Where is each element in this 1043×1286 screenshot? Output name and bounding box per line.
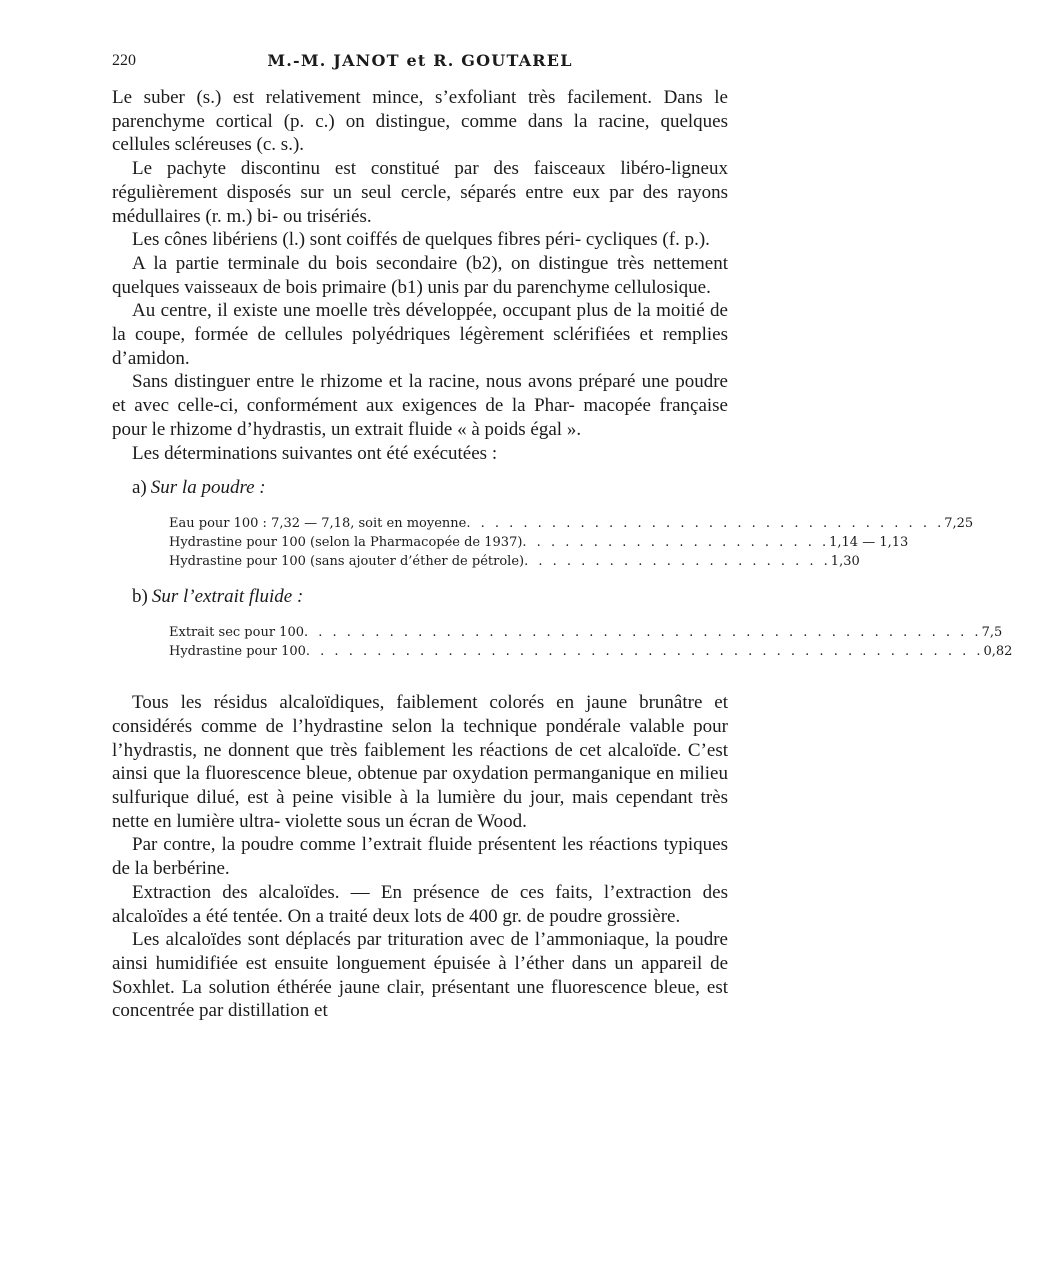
row-value: 1,30 xyxy=(830,554,860,570)
section-marker: b) xyxy=(132,586,148,608)
paragraph: Le pachyte discontinu est constitué par des faisceaux libéro-ligneux régulièrement disposés sur un seul cercle, séparés entre eux par des rayons médullaires (r. m.) bi- ou trisériés. xyxy=(112,158,728,227)
page-header xyxy=(112,52,728,78)
table-row xyxy=(169,552,860,571)
row-label: Eau pour 100 : 7,32 — 7,18, soit en moyenne xyxy=(169,516,467,532)
row-label: Extrait sec pour 100 xyxy=(169,625,304,641)
intro-text xyxy=(112,86,728,465)
table-row xyxy=(169,623,1003,642)
dot-leader: . . . . . . . . . . . . . . . . . . . . . . . . . . . . . . . . . . xyxy=(466,516,945,532)
row-label: Hydrastine pour 100 (sans ajouter d’éther de pétrole) xyxy=(169,554,525,570)
row-label: Hydrastine pour 100 (selon la Pharmacopée de 1937) xyxy=(169,535,523,551)
paragraph: Les déterminations suivantes ont été exécutées : xyxy=(132,442,498,464)
row-value: 0,82 xyxy=(983,644,1013,660)
paragraph: Les cônes libériens (l.) sont coiffés de quelques fibres péri- cycliques (f. p.). xyxy=(132,229,710,251)
section-title: Sur la poudre : xyxy=(150,477,266,499)
table-row xyxy=(169,642,1013,661)
page-number: 220 xyxy=(112,52,136,69)
dot-leader: . . . . . . . . . . . . . . . . . . . . . . xyxy=(522,535,830,551)
powder-results-table xyxy=(112,514,974,571)
dot-leader: . . . . . . . . . . . . . . . . . . . . . . . . . . . . . . . . . . . . . . . . . . . . . . . . xyxy=(305,644,984,660)
paragraph: A la partie terminale du bois secondaire (b2), on distingue très nettement quelques vaisseaux de bois primaire (b1) unis par du parenchyme cellulosique. xyxy=(112,252,728,298)
paragraph: Extraction des alcaloïdes. — En présence de ces faits, l’extraction des alcaloïdes a été tentée. On a traité deux lots de 400 gr. de poudre grossière. xyxy=(112,881,728,927)
paragraph: Tous les résidus alcaloïdiques, faiblement colorés en jaune brunâtre et considérés comme de l’hydrastine selon la technique pondérale valable pour l’hydrastis, ne donnent que très faiblement les réactions de cet alcaloïde. C’est ainsi que la fluorescence bleue, obtenue par oxydation permanganique en milieu sulfurique dilué, est à peine visible à la lumière du jour, mais cependant très nette en lumière ultra- violette sous un écran de Wood. xyxy=(112,692,728,832)
paragraph: Au centre, il existe une moelle très développée, occupant plus de la moitié de la coupe, formée de cellules polyédriques légèrement sclérifiées et remplies d’amidon. xyxy=(112,300,728,369)
paragraph: Le suber (s.) est relativement mince, s’exfoliant très facilement. Dans le parenchyme cortical (p. c.) on distingue, comme dans la racine, quelques cellules scléreuses (c. s.). xyxy=(112,87,728,156)
paragraph: Par contre, la poudre comme l’extrait fluide présentent les réactions typiques de la berbérine. xyxy=(112,834,728,880)
table-row xyxy=(169,533,909,552)
row-value: 1,14 — 1,13 xyxy=(829,535,909,551)
row-value: 7,25 xyxy=(944,516,974,532)
discussion-text xyxy=(112,691,728,1023)
table-row xyxy=(169,514,974,533)
document-body xyxy=(112,86,1013,1023)
section-a-heading xyxy=(112,476,728,500)
extract-results-table xyxy=(112,623,1013,661)
paragraph: Sans distinguer entre le rhizome et la racine, nous avons préparé une poudre et avec celle-ci, conformément aux exigences de la Phar- macopée française pour le rhizome d’hydrastis, un extrait fluide « à poids égal ». xyxy=(112,371,728,440)
row-value: 7,5 xyxy=(981,625,1003,641)
dot-leader: . . . . . . . . . . . . . . . . . . . . . . . . . . . . . . . . . . . . . . . . . . . . . . . . xyxy=(303,625,982,641)
section-b-heading xyxy=(112,585,728,609)
running-head: M.-M. JANOT et R. GOUTAREL xyxy=(267,51,573,70)
section-marker: a) xyxy=(132,477,147,499)
paragraph: Les alcaloïdes sont déplacés par trituration avec de l’ammoniaque, la poudre ainsi humidifiée est ensuite longuement épuisée à l’éther dans un appareil de Soxhlet. La solution éthérée jaune clair, présentant une fluorescence bleue, est concentrée par distillation et xyxy=(112,929,728,1022)
dot-leader: . . . . . . . . . . . . . . . . . . . . . . xyxy=(524,554,831,570)
row-label: Hydrastine pour 100 xyxy=(169,644,306,660)
section-title: Sur l’extrait fluide : xyxy=(151,586,304,608)
